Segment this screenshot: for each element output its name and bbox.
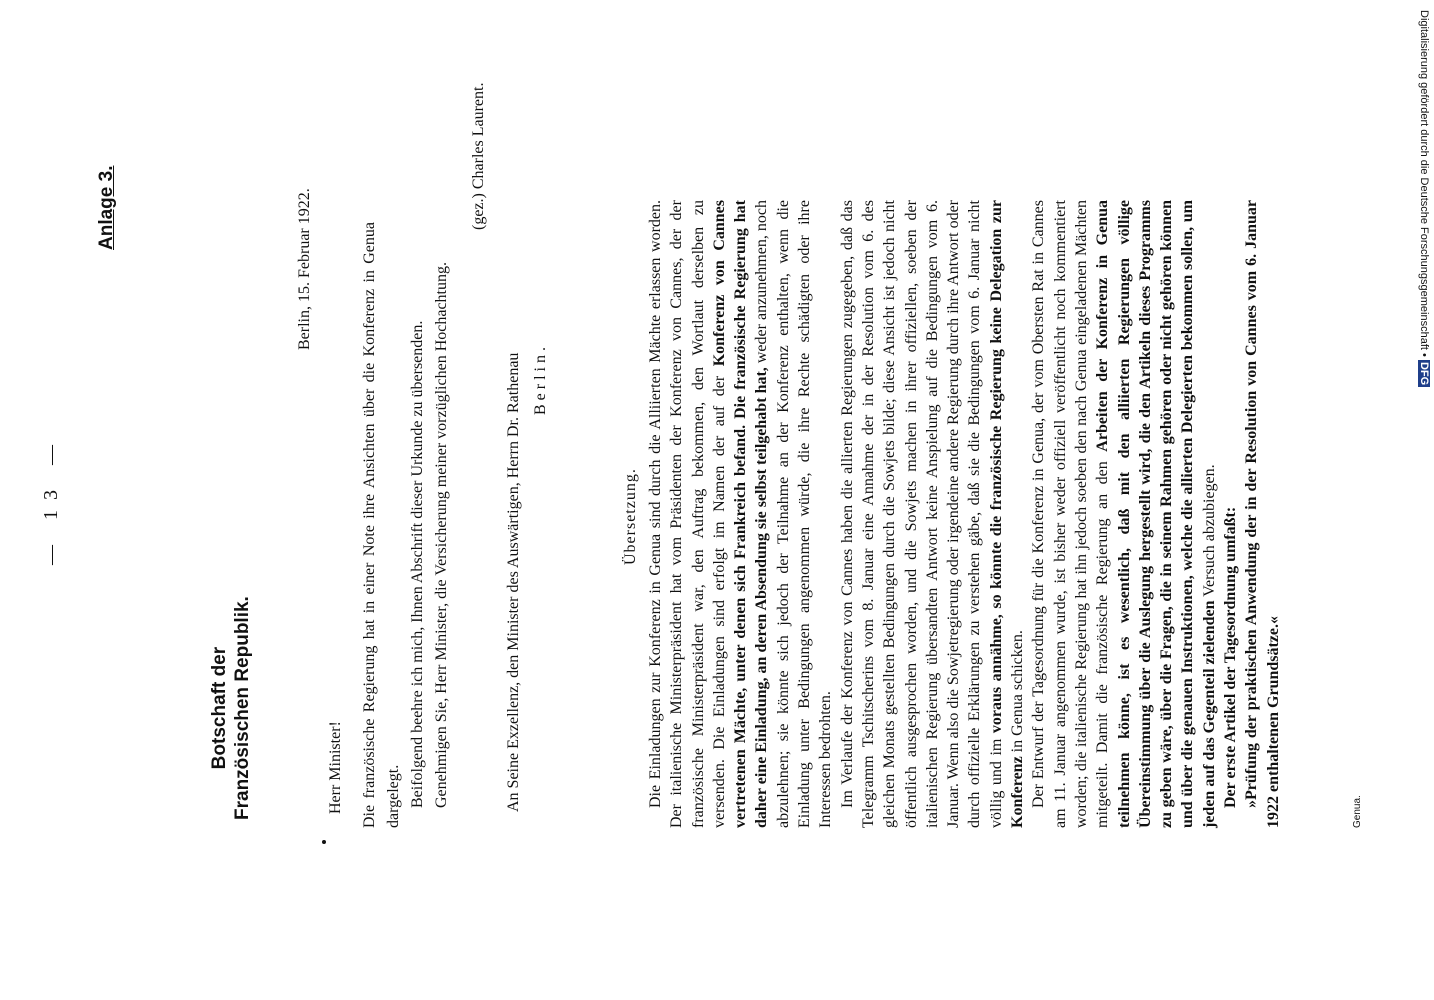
dfg-logo: DFG [1418,361,1430,386]
translation-paragraph [1028,200,1220,828]
text-run-bold: voraus annähme, so könnte die französische Regierung keine Delegation zur Konferenz [987,200,1027,828]
letter-body [358,222,454,828]
translation-paragraph [645,200,837,828]
letter-paragraph: Genehmigen Sie, Herr Minister, die Versicherung meiner vorzüglichen Hochachtung. [433,261,450,808]
text-run: in Genua schicken. [1009,630,1027,757]
annex-label: Anlage 3. [96,165,117,250]
credit-text: Digitalisierung gefördert durch die Deutsche Forschungsgemeinschaft • [1418,10,1430,357]
translation-paragraph [837,200,1029,828]
recipient-city: Berlin. [532,343,549,415]
letter-paragraph: Die französische Regierung hat in einer Note ihre Ansichten über die Konferenz in Genua dargelegt. [361,222,402,828]
text-run: Die Einladungen zur Konferenz in Genua sind durch die Alliierten Mächte erlassen worden. Der italienische Ministerpräsident hat vom Präsidenten der Konferenz von Cannes, der der französische Ministerpräsident war, den Auftrag bekommen, den Wortlaut derselben zu versenden. Die Einladungen sind erfolgt im Namen der auf der [647,200,728,828]
scan-speck [322,840,326,844]
text-run: Im Verlaufe der Konferenz von Cannes haben die allierten Regierungen zugegeben, daß das Telegramm Tschitscherins vom 8. Januar eine Annahme der in der Resolution vom 6. des gleichen Monats gestellten Bedingungen durch die Sowjets bilde; diese Ansicht ist jedoch nicht öffentlich ausgesprochen worden, und die Sowjets machen in ihrer offiziellen, soeben der italienischen Regierung übersandten Antwort keine Anspielung auf die Bedingungen vom 6. Januar. Wenn also die Sowjetregierung oder irgendeine andere Regierung durch ihre Antwort oder durch offizielle Erklärungen zu verstehen gäbe, daß sie die Bedingungen vom 6. Januar nicht völlig und im [838,200,1005,828]
text-run: Der Entwurf der Tagesordnung für die Konferenz in Genua, der vom Obersten Rat in Cannes am 11. Januar angenommen wurde, ist bisher weder offiziell veröffentlicht noch kommentiert worden; die italienische Regierung hat ihn jedoch soeben den nach Genua eingeladenen Mächten mitgeteilt. Damit die französische Regierung an den [1030,200,1112,828]
credit-text-wrap [1418,10,1430,387]
text-run: weder anzunehmen, noch abzulehnen; sie könnte sich jedoch der Teilnahme an der Konferenz enthalten, wenn die Einladung unter Bedingungen angenommen würde, die ihre Rechte schädigten oder ihre Interessen bedrohten. [753,200,835,828]
page-number: — 13 — [40,435,62,565]
translation-heading: Übersetzung. [622,468,639,565]
sender-block [208,596,254,820]
salutation: Herr Minister! [327,721,344,814]
digitization-credit [1412,10,1430,395]
text-run-bold: Arbeiten der Konferenz in Genua teilnehmen könne, ist es wesentlich, daß mit den alliierten Regierungen völlige Übereinstimmung über die Auslegung hergestellt wird, die den Artikeln dieses Programms zu geben wäre, über die Fragen, die in seinem Rahmen gehören oder nicht gehören können und über die genauen Instruktionen, welche die allierten Delegierten bekommen sollen, um jeden auf das Gegenteil zielenden [1094,199,1218,828]
sender-line-1: Botschaft der [209,646,230,770]
sender-line-2: Französischen Republik. [232,596,253,820]
translation-body [645,200,1284,828]
text-run-bold: Konferenz von Cannes vertretenen Mächte, unter denen sich Frankreich befand. Die französische Regierung hat daher eine Einladung, an deren Absendung sie selbst teilgehabt hat, [710,199,771,828]
recipient-address: An Seine Exzellenz, den Minister des Auswärtigen, Herrn Dr. Rathenau [505,352,522,812]
footer-note: Genua. [1352,795,1363,828]
letter-paragraph: Beifolgend beehre ich mich, Ihnen Abschrift dieser Urkunde zu übersenden. [409,320,426,808]
signature: (gez.) Charles Laurent. [470,82,487,230]
quoted-article: »Prüfung der praktischen Anwendung der in der Resolution von Cannes vom 6. Januar 1922 enthaltenen Grundsätze.« [1243,200,1282,828]
letter-date: Berlin, 15. Februar 1922. [296,188,313,350]
text-run: Versuch abzubiegen. [1200,464,1218,601]
translation-paragraph: Der erste Artikel der Tagesordnung umfaßt: [1222,506,1240,808]
